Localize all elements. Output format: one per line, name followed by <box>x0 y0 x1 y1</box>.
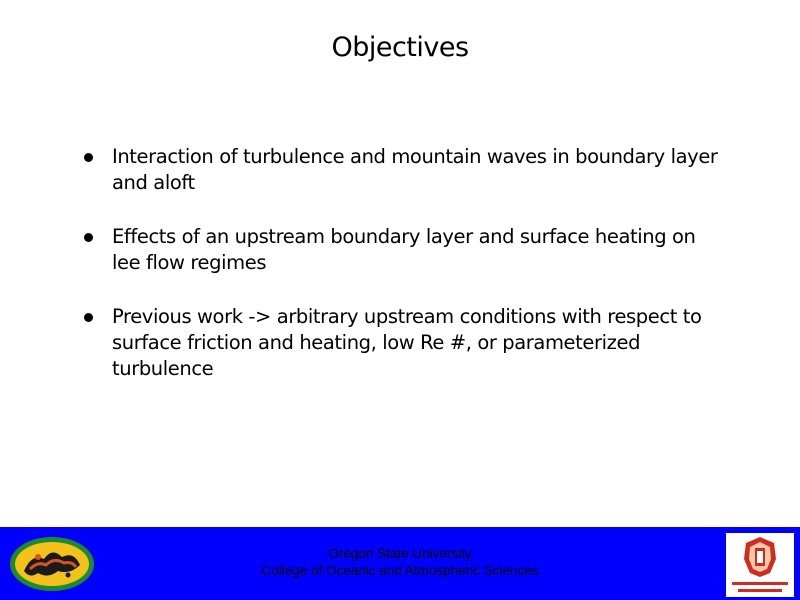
bullet-item <box>80 224 720 276</box>
bullet-dot-icon <box>84 153 93 162</box>
bullet-item <box>80 304 720 382</box>
university-emblem-icon <box>8 535 96 593</box>
college-seal-icon <box>726 533 794 597</box>
footer-text <box>200 545 600 579</box>
bullet-list <box>80 144 720 382</box>
footer-university: Oregon State University <box>328 546 472 561</box>
bullet-text: Effects of an upstream boundary layer and surface heating on lee flow regimes <box>112 225 696 274</box>
bullet-dot-icon <box>84 313 93 322</box>
bullet-text: Previous work -> arbitrary upstream conditions with respect to surface friction and heating, low Re #, or parameterized turbulence <box>112 305 702 380</box>
footer-bar <box>0 527 800 600</box>
bullet-dot-icon <box>84 233 93 242</box>
footer-college: College of Oceanic and Atmospheric Sciences <box>261 563 539 578</box>
bullet-text: Interaction of turbulence and mountain waves in boundary layer and aloft <box>112 145 718 194</box>
bullet-item <box>80 144 720 196</box>
slide-title: Objectives <box>331 32 469 63</box>
